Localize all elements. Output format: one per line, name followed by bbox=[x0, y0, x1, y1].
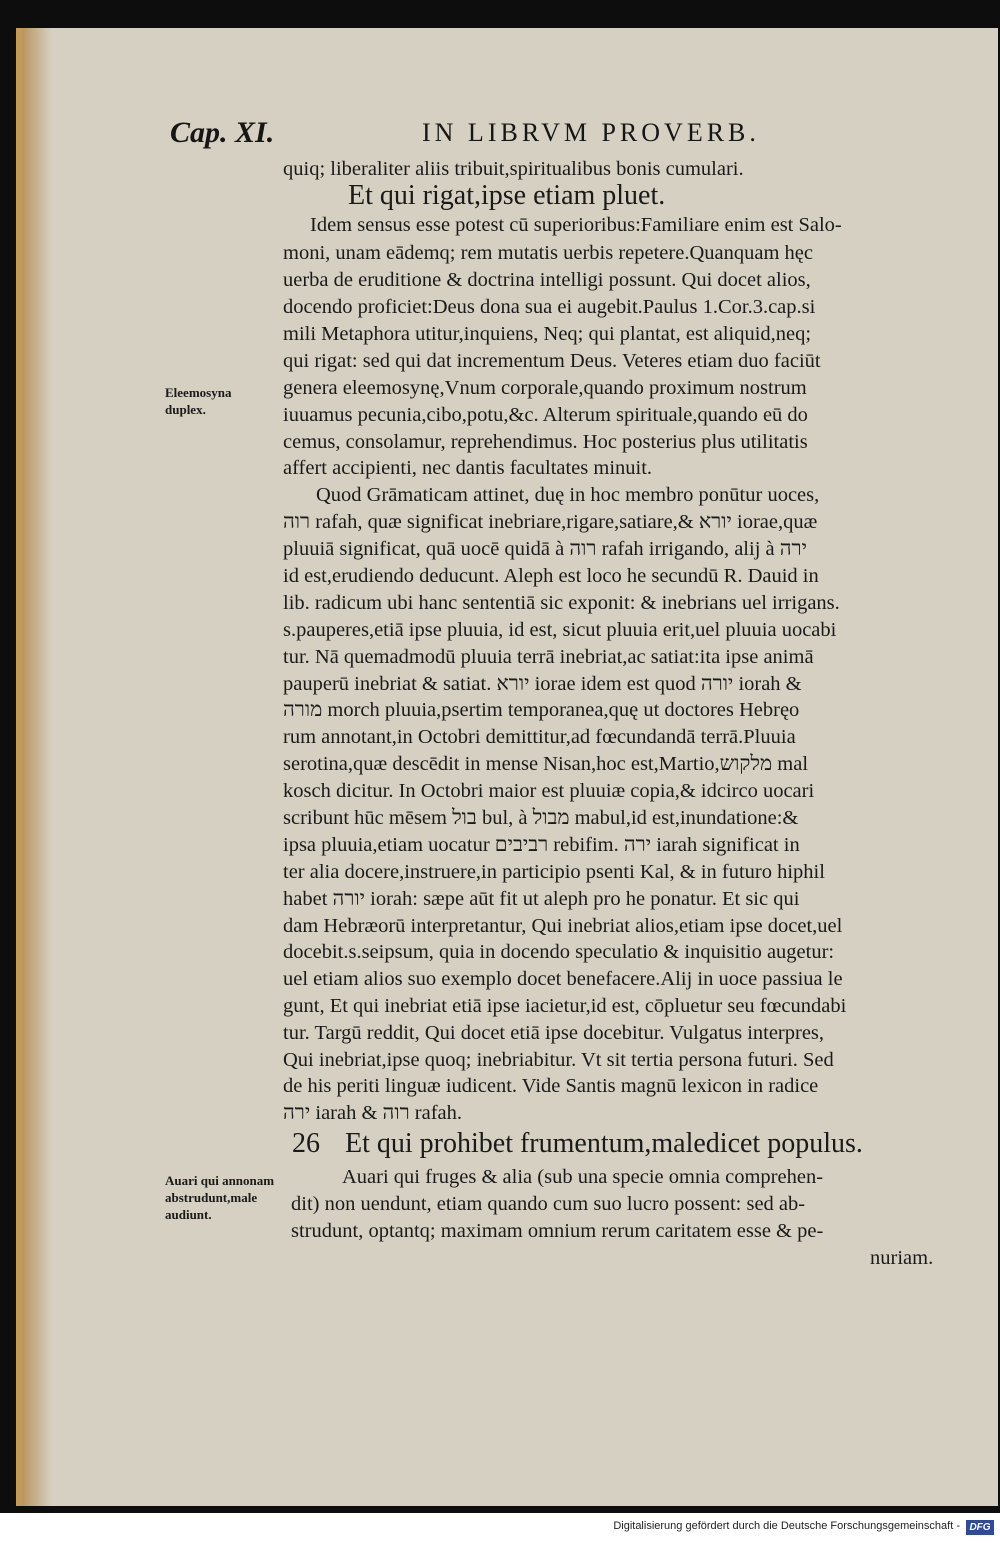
text-line: uel etiam alios suo exemplo docet benefacere.Alij in uoce passiua le bbox=[283, 968, 843, 990]
text-line: pauperū inebriat & satiat. יורא iorae idem est quod יורה iorah & bbox=[283, 673, 802, 695]
text-line: ter alia docere,instruere,in participio psenti Kal, & in futuro hiphil bbox=[283, 861, 825, 883]
text-line: Quod Grāmaticam attinet, duę in hoc membro ponūtur uoces, bbox=[316, 484, 820, 506]
text-line: affert accipienti, nec dantis facultates minuit. bbox=[283, 457, 653, 479]
verse-heading: Et qui rigat,ipse etiam pluet. bbox=[348, 180, 666, 211]
text-line: dam Hebræorū interpretantur, Qui inebriat alios,etiam ipse docet,uel bbox=[283, 915, 843, 937]
text-line: s.pauperes,etiā ipse pluuia, id est, sicut pluuia erit,uel pluuia uocabi bbox=[283, 619, 837, 641]
text-line: qui rigat: sed qui dat incrementum Deus. Veteres etiam duo faciūt bbox=[283, 350, 821, 372]
text-line: quiq; liberaliter aliis tribuit,spiritualibus bonis cumulari. bbox=[283, 158, 744, 180]
margin-note: Eleemosyna duplex. bbox=[165, 385, 232, 417]
text-line: docebit.s.seipsum, quia in docendo speculatio & inquisitio augetur: bbox=[283, 941, 835, 963]
running-head bbox=[22, 116, 998, 156]
text-line: habet יורה iorah: sæpe aūt fit ut aleph pro he ponatur. Et sic qui bbox=[283, 888, 800, 910]
text-line: genera eleemosynę,Vnum corporale,quando proximum nostrum bbox=[283, 377, 807, 399]
text-line: ipsa pluuia,etiam uocatur רביבים rebifim. ירה iarah significat in bbox=[283, 834, 800, 856]
text-line: kosch dicitur. In Octobri maior est pluuiæ copia,& idcirco uocari bbox=[283, 780, 815, 802]
text-line: Idem sensus esse potest cū superioribus:Familiare enim est Salo- bbox=[310, 214, 842, 236]
text-line: מורה morch pluuia,psertim temporanea,quę ut doctores Hebręo bbox=[283, 699, 800, 721]
dfg-logo: DFG bbox=[966, 1520, 994, 1535]
page-gutter-shade bbox=[22, 28, 52, 1506]
text-line: lib. radicum ubi hanc sententiā sic exponit: & inebrians uel irrigans. bbox=[283, 592, 840, 614]
text-line: id est,erudiendo deducunt. Aleph est loco he secundū R. Dauid in bbox=[283, 565, 819, 587]
footer-credit: Digitalisierung gefördert durch die Deutsche Forschungsgemeinschaft - bbox=[613, 1520, 960, 1532]
text-line: moni, unam eādemq; rem mutatis uerbis repetere.Quanquam hęc bbox=[283, 242, 813, 264]
text-line: iuuamus pecunia,cibo,potu,&c. Alterum spirituale,quando eū do bbox=[283, 404, 808, 426]
text-line: rum annotant,in Octobri demittitur,ad fœcundandā terrā.Pluuia bbox=[283, 726, 796, 748]
text-line: tur. Targū reddit, Qui docet etiā ipse docebitur. Vulgatus interpres, bbox=[283, 1022, 825, 1044]
text-line: mili Metaphora utitur,inquiens, Neq; qui plantat, est aliquid,neq; bbox=[283, 323, 812, 345]
text-line: Qui inebriat,ipse quoq; inebriabitur. Vt sit tertia persona futuri. Sed bbox=[283, 1049, 834, 1071]
text-line: tur. Nā quemadmodū pluuia terrā inebriat,ac satiat:ita ipse animā bbox=[283, 646, 814, 668]
book-title: IN LIBRVM PROVERB. bbox=[422, 118, 760, 147]
verse-number: 26 bbox=[292, 1128, 320, 1159]
text-line: nuriam. bbox=[870, 1247, 934, 1269]
text-line: de his periti linguæ iudicent. Vide Santis magnū lexicon in radice bbox=[283, 1075, 819, 1097]
text-line: serotina,quæ descēdit in mense Nisan,hoc est,Martio,מלקוש mal bbox=[283, 753, 809, 775]
text-line: רוה rafah, quæ significat inebriare,rigare,satiare,& יורא iorae,quæ bbox=[283, 511, 818, 533]
text-line: dit) non uendunt, etiam quando cum suo lucro possent: sed ab- bbox=[291, 1193, 806, 1215]
text-line: ירה iarah & רוה rafah. bbox=[283, 1102, 463, 1124]
text-line: cemus, consolamur, reprehendimus. Hoc posterius plus utilitatis bbox=[283, 431, 808, 453]
text-line: strudunt, optantq; maximam omnium rerum caritatem esse & pe- bbox=[291, 1220, 824, 1242]
text-line: uerba de eruditione & doctrina intelligi possunt. Qui docet alios, bbox=[283, 269, 811, 291]
verse-heading: Et qui prohibet frumentum,maledicet populus. bbox=[345, 1128, 863, 1159]
text-line: gunt, Et qui inebriat etiā ipse iacietur,id est, cōpluetur seu fœcundabi bbox=[283, 995, 847, 1017]
text-line: docendo proficiet:Deus dona sua ei augebit.Paulus 1.Cor.3.cap.si bbox=[283, 296, 816, 318]
footer-bar bbox=[0, 1513, 1000, 1543]
margin-note: Auari qui annonam abstrudunt,male audiunt. bbox=[165, 1173, 275, 1222]
text-line: scribunt hūc mēsem בול bul, à מבול mabul,id est,inundatione:& bbox=[283, 807, 799, 829]
chapter-label: Cap. XI. bbox=[170, 116, 275, 149]
text-line: pluuiā significat, quā uocē quidā à רוה rafah irrigando, alij à ירה bbox=[283, 538, 807, 560]
text-line: Auari qui fruges & alia (sub una specie omnia comprehen- bbox=[342, 1166, 824, 1188]
